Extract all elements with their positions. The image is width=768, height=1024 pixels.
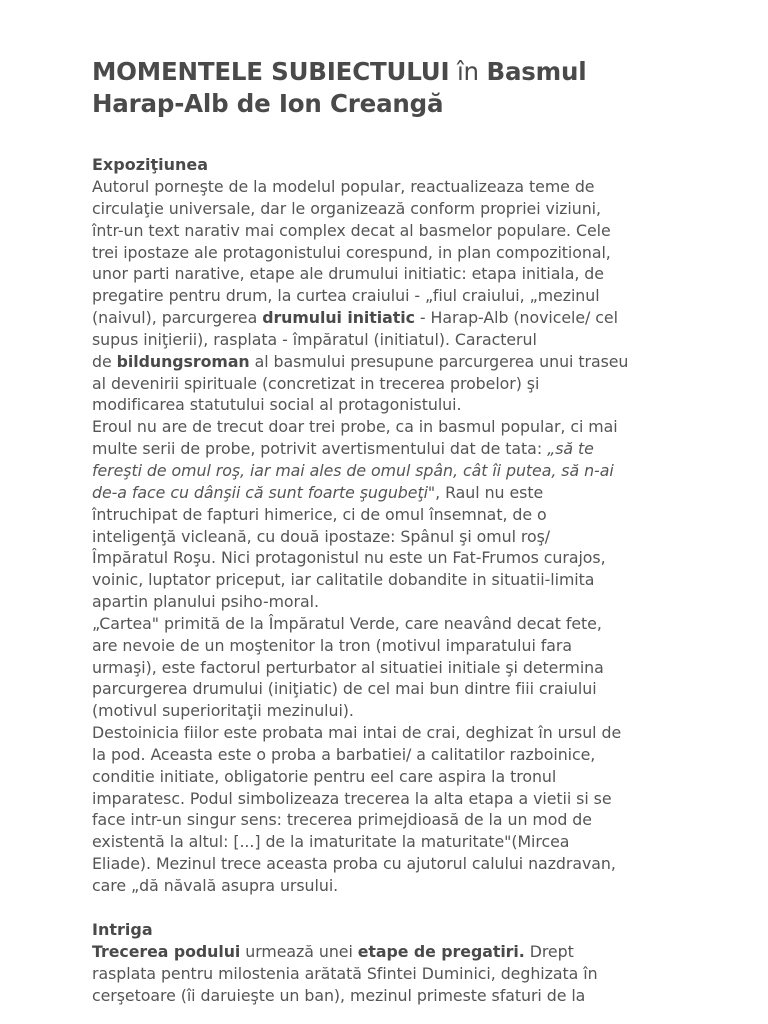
emphasis-text: drumului initiatic <box>262 308 415 328</box>
text-line: (naivul), parcurgerea drumului initiatic - Harap-Alb (novicele/ cel <box>92 308 618 328</box>
section-heading: Expoziţiunea <box>92 155 209 174</box>
text-line: modificarea statutului social al protagonistului. <box>92 395 462 415</box>
text-line: parcurgerea drumului (iniţiatic) de cel mai bun dintre fiii craiului <box>92 679 597 699</box>
text-line: Trecerea podului urmează unei etape de pregatiri. Drept <box>92 941 574 961</box>
title-part-3: Basmul <box>486 57 587 86</box>
document-page <box>92 56 732 1006</box>
title-part-1: MOMENTELE SUBIECTULUI <box>92 57 450 86</box>
text-line: (motivul superioritaţii mezinului). <box>92 701 354 721</box>
text-line: existentă la altul: [...] de la imaturitate la maturitate"(Mircea <box>92 832 570 852</box>
text-line: circulaţie universale, dar le organizează conform propriei viziuni, <box>92 198 601 218</box>
section-heading: Intriga <box>92 919 153 939</box>
title-part-2: în <box>449 57 487 86</box>
text-line: inteligenţă vicleană, cu două ipostaze: Spânul şi omul roş/ <box>92 526 551 546</box>
document-title <box>92 56 732 120</box>
text-line: supus iniţierii), rasplata - împăratul (initiatul). Caracterul <box>92 329 537 349</box>
emphasis-text: Trecerea podului <box>92 941 241 961</box>
emphasis-text: bildungsroman <box>116 351 250 371</box>
text-line: are nevoie de un moştenitor la tron (motivul imparatului fara <box>92 635 572 655</box>
text-line: la pod. Aceasta este o proba a barbatiei/ a calitatilor razboinice, <box>92 744 596 764</box>
section-intriga <box>92 919 732 1007</box>
section-body <box>92 176 732 897</box>
text-line <box>92 460 732 482</box>
emphasis-text: etape de pregatiri. <box>357 941 525 961</box>
text-line: care „dă năvală asupra ursului. <box>92 876 339 895</box>
text-line: Împăratul Roşu. Nici protagonistul nu este un Fat-Frumos curajos, <box>92 548 606 568</box>
text-line: imparatesc. Podul simbolizeaza trecerea la alta etapa a vietii si se <box>92 788 612 808</box>
text-line: apartin planului psiho-moral. <box>92 592 319 612</box>
text-line: al devenirii spirituale (concretizat in trecerea probelor) şi <box>92 373 540 393</box>
text-line: unor parti narative, etape ale drumului initiatic: etapa initiala, de <box>92 264 604 284</box>
text-line: „Cartea" primită de la Împăratul Verde, care neavând decat fete, <box>92 613 602 633</box>
text-line: de bildungsroman al basmului presupune parcurgerea unui traseu <box>92 351 629 371</box>
text-line: pregatire pentru drum, la curtea craiului - „fiul craiului, „mezinul <box>92 286 600 306</box>
text-line: Eroul nu are de trecut doar trei probe, ca in basmul popular, ci mai <box>92 417 618 437</box>
quote-text: fereşti de omul roş, iar mai ales de omul spân, cât îi putea, să n-ai <box>92 460 614 480</box>
text-line: Eliade). Mezinul trece aceasta proba cu ajutorul calului nazdravan, <box>92 854 616 874</box>
text-line: urmaşi), este factorul perturbator al situatiei initiale şi determina <box>92 657 604 677</box>
text-line: într-un text narativ mai complex decat al basmelor populare. Cele <box>92 220 611 240</box>
title-line-2: Harap-Alb de Ion Creangă <box>92 89 444 118</box>
section-body <box>92 941 732 1007</box>
quote-text: „să te <box>547 439 594 459</box>
text-line: conditie initiate, obligatorie pentru eel care aspira la tronul <box>92 766 557 786</box>
text-line: trei ipostaze ale protagonistului corespund, in plan compozitional, <box>92 242 611 262</box>
text-line: cerşetoare (îi daruieşte un ban), mezinul primeste sfaturi de la <box>92 985 586 1005</box>
text-line: multe serii de probe, potrivit avertismentului dat de tata: „să te <box>92 439 594 459</box>
text-line: de-a face cu dânşii că sunt foarte şugubeţi", Raul nu este <box>92 482 544 502</box>
text-line: voinic, luptator priceput, iar calitatile dobandite in situatii-limita <box>92 570 595 590</box>
text-line: Destoinicia fiilor este probata mai intai de crai, deghizat în ursul de <box>92 723 622 743</box>
text-line: face intr-un singur sens: trecerea primejdioasă de la un mod de <box>92 810 592 830</box>
section-expozitiunea <box>92 154 732 897</box>
text-line: Autorul porneşte de la modelul popular, reactualizeaza teme de <box>92 177 595 196</box>
text-line: rasplata pentru milostenia arătată Sfintei Duminici, deghizata în <box>92 963 598 983</box>
text-line: întruchipat de fapturi himerice, ci de omul însemnat, de o <box>92 504 547 524</box>
quote-text: de-a face cu dânşii că sunt foarte şugubeţi" <box>92 482 436 502</box>
